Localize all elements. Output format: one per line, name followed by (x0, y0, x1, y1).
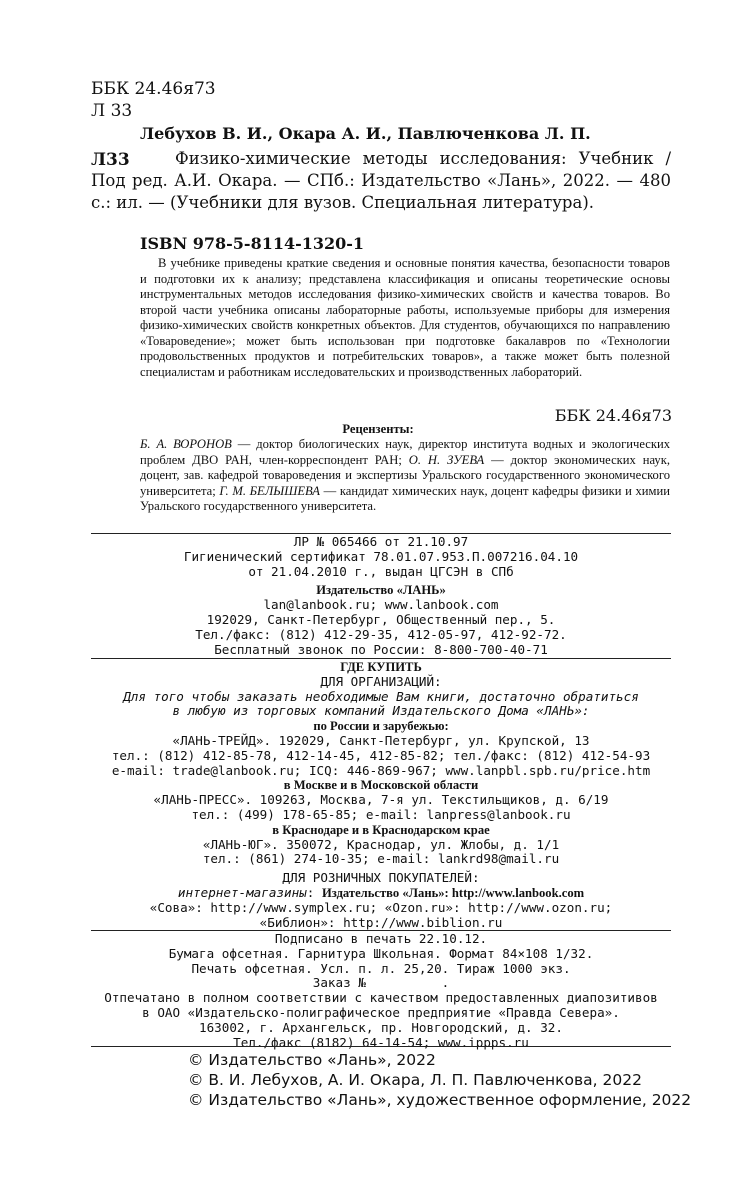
divider (91, 658, 671, 659)
hygiene-certificate: Гигиенический сертификат 78.01.07.953.П.007216.04.10 (183, 548, 579, 564)
reviewer-3-name: Г. М. БЕЛЫШЕВА (219, 483, 320, 498)
printed-note-1: Отпечатано в полном соответствии с качеством предоставленных диапозитивов (104, 990, 658, 1006)
print-info-block (91, 932, 671, 1050)
online-shops-label: интернет-магазины (177, 884, 307, 900)
paper-format: Бумага офсетная. Гарнитура Школьная. Формат 84×108 1/32. (168, 945, 594, 961)
organizations-intro-1: Для того чтобы заказать необходимые Вам книги, достаточно обратиться (123, 688, 639, 704)
lan-trade-email: e-mail: trade@lanbook.ru; ICQ: 446-869-967; www.lanpbl.spb.ru/price.htm (111, 762, 651, 778)
reviewer-1-text: — доктор биологических наук, директор института водных и экологических проблем ДВО РАН, член-корреспондент РАН; (140, 437, 670, 467)
printed-note-3: 163002, г. Архангельск, пр. Новгородский, д. 32. (199, 1019, 563, 1035)
copyright-authors: © В. И. Лебухов, А. И. Окара, Л. П. Павлюченкова, 2022 (188, 1071, 642, 1089)
reviewer-2-text: — доктор экономических наук, доцент, зав. кафедрой товароведения и экспертизы Уральского государственного экономического университета; (140, 452, 670, 498)
authors: Лебухов В. И., Окара А. И., Павлюченкова Л. П. (140, 124, 591, 143)
publisher-address: 192029, Санкт-Петербург, Общественный пер., 5. (206, 611, 556, 627)
bbk-code: ББК 24.46я73 (91, 79, 216, 99)
reviewer-3-text: — кандидат химических наук, доцент кафедры физики и химии Уральского государственного университета. (140, 483, 670, 513)
lan-yug-address: «ЛАНЬ-ЮГ». 350072, Краснодар, ул. Жлобы, д. 1/1 (202, 836, 560, 852)
reviewer-1-name: Б. А. ВОРОНОВ (140, 437, 232, 451)
copyright-publisher: © Издательство «Лань», 2022 (188, 1051, 436, 1069)
region-moscow: в Москве и в Московской области (283, 778, 479, 793)
publisher-name: Издательство «ЛАНЬ» (316, 583, 446, 598)
author-mark: Л33 (91, 150, 130, 170)
online-shops-3: «Библион»: http://www.biblion.ru (259, 914, 503, 930)
lan-press-phone: тел.: (499) 178-65-85; e-mail: lanpress@lanbook.ru (191, 806, 571, 822)
lan-trade-address: «ЛАНЬ-ТРЕЙД». 192029, Санкт-Петербург, ул. Крупской, 13 (172, 732, 590, 748)
online-shops-2: «Сова»: http://www.symplex.ru; «Ozon.ru»: http://www.ozon.ru; (149, 899, 613, 915)
bbk-right: ББК 24.46я73 (554, 406, 672, 425)
where-to-buy-title: ГДЕ КУПИТЬ (340, 660, 422, 674)
reviewers-title: Рецензенты: (342, 422, 414, 436)
license-block (91, 535, 671, 657)
free-phone: Бесплатный звонок по России: 8-800-700-40-71 (214, 641, 548, 657)
lan-yug-phone: тел.: (861) 274-10-35; e-mail: lankrd98@mail.ru (202, 851, 560, 867)
reviewer-2-name: О. Н. ЗУЕВА (408, 452, 485, 467)
organizations-intro-2: в любую из торговых компаний Издательского Дома «ЛАНЬ»: (172, 703, 590, 719)
where-to-buy-block (91, 660, 671, 930)
lan-trade-phone: тел.: (812) 412-85-78, 412-14-45, 412-85-82; тел./факс: (812) 412-54-93 (111, 747, 651, 763)
isbn: ISBN 978-5-8114-1320-1 (140, 234, 365, 253)
online-shops-main: интернет-магазины: Издательство «Лань»: http://www.lanbook.com (177, 884, 585, 900)
online-shops-lan: Издательство «Лань»: http://www.lanbook.com (321, 885, 585, 900)
copyright-design: © Издательство «Лань», художественное оформление, 2022 (188, 1091, 692, 1109)
reviewers-list (140, 437, 670, 515)
region-russia: по России и зарубежью: (313, 719, 449, 734)
region-krasnodar: в Краснодаре и в Краснодарском крае (272, 822, 490, 837)
abstract: В учебнике приведены краткие сведения и основные понятия качества, безопасности товаров и подготовки их к анализу; представлена классификация и описаны теоретические основы инструментальных методов исследования физико-химических свойств и качества товаров. Во второй части учебника описаны лабораторные работы, используемые приборы для измерения физико-химических свойств конкретных объектов. Для студентов, обучающихся по направлению «Товароведение»; может быть использован при подготовке бакалавров по «Технологии продовольственных продуктов и потребительских товаров», а также может быть полезной специалистам и работникам исследовательских и производственных лабораторий. (140, 256, 670, 379)
printed-note-2: в ОАО «Издательско-полиграфическое предприятие «Правда Севера». (142, 1004, 620, 1020)
publisher-phone: Тел./факс: (812) 412-29-35, 412-05-97, 412-92-72. (195, 626, 567, 642)
for-retail: ДЛЯ РОЗНИЧНЫХ ПОКУПАТЕЛЕЙ: (282, 870, 480, 886)
signed-to-print: Подписано в печать 22.10.12. (274, 931, 488, 946)
publisher-email: lan@lanbook.ru; www.lanbook.com (263, 597, 499, 613)
bibliographic-title: Физико-химические методы исследования: Учебник / Под ред. А.И. Окара. — СПб.: Издательство «Лань», 2022. — 480 с.: ил. — (Учебники для вузов. Специальная литература). (91, 149, 671, 212)
copyright-block (188, 1050, 691, 1110)
printed-note-4: Тел./факс (8182) 64-14-54; www.ippps.ru (233, 1034, 529, 1050)
lan-press-address: «ЛАНЬ-ПРЕСС». 109263, Москва, 7-я ул. Текстильщиков, д. 6/19 (153, 792, 609, 808)
divider (91, 1046, 671, 1047)
author-mark-code: Л 33 (91, 101, 133, 121)
print-run: Печать офсетная. Усл. п. л. 25,20. Тираж 1000 экз. (191, 960, 571, 976)
bbk-header (91, 78, 216, 122)
license-number: ЛР № 065466 от 21.10.97 (293, 534, 469, 549)
for-organizations: ДЛЯ ОРГАНИЗАЦИЙ: (320, 673, 442, 689)
order-number: Заказ № . (312, 975, 450, 991)
certificate-issued: от 21.04.2010 г., выдан ЦГСЭН в СПб (248, 563, 514, 579)
